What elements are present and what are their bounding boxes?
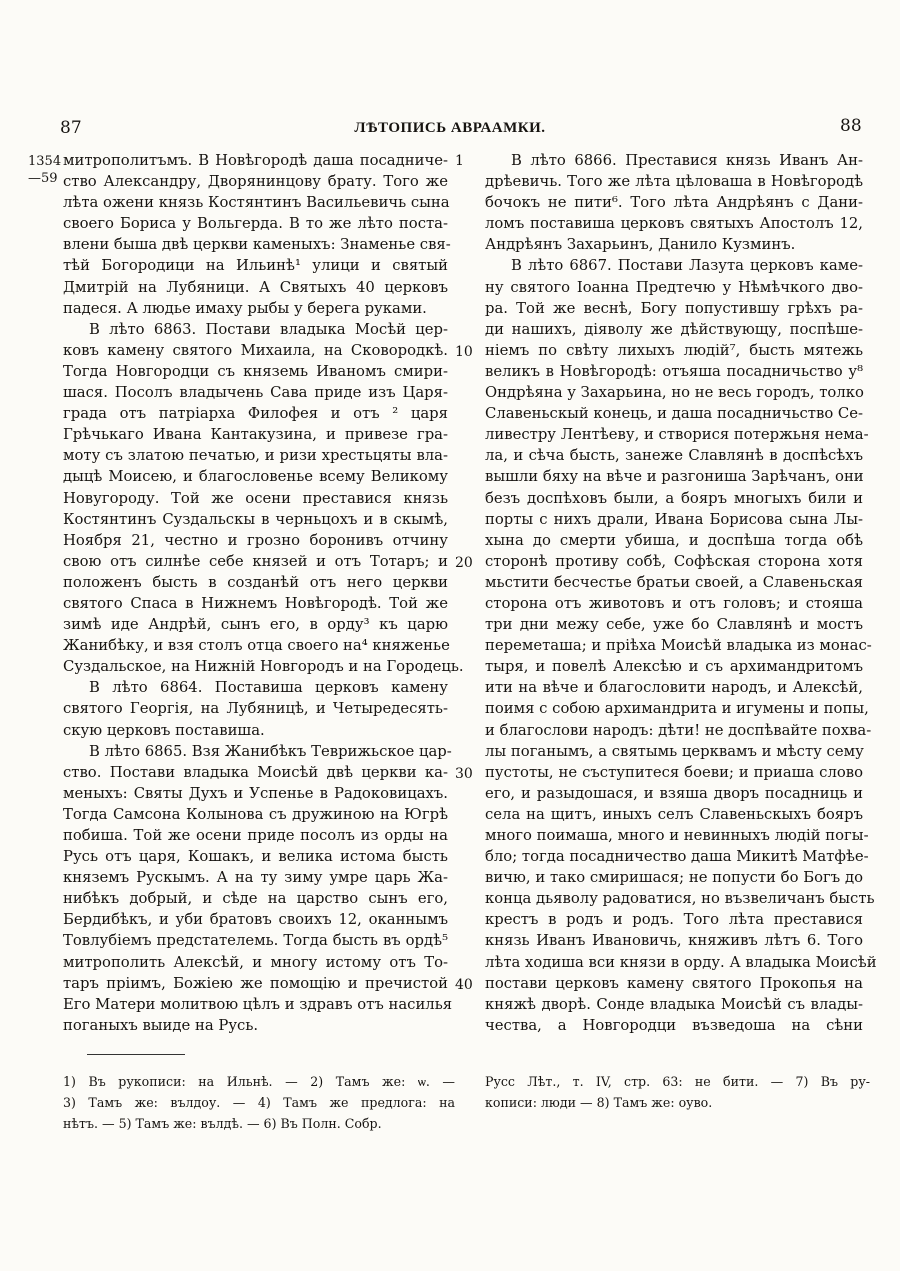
text-line: Ондрѣяна у Захарьина, но не весь городъ, толко <box>485 384 864 402</box>
text-line: Ноября 21, честно и грозно боронивъ отчину <box>63 531 448 549</box>
text-line: ковъ камену святого Михаила, на Сковородкѣ. <box>63 341 448 359</box>
text-line: поимя с собою архимандрита и игумены и попы, <box>485 700 869 718</box>
text-line: безъ доспѣховъ были, а бояръ многыхъ били и <box>485 489 863 507</box>
page-header <box>0 112 900 142</box>
text-line: Жанибѣку, и взя столъ отца своего на⁴ княженье <box>63 637 450 655</box>
text-line: Тогда Самсона Колынова съ дружиною на Югрѣ <box>63 805 448 823</box>
text-line: Славеньскый конець, и даша посадничьство Се- <box>485 405 864 423</box>
text-line: ити на вѣче и благословити народъ, и Алексѣй, <box>485 679 863 697</box>
text-line: переметаша; и пріѣха Моисѣй владыка из монас- <box>485 637 872 655</box>
text-line: княжѣ дворѣ. Сонде владыка Моисѣй съ влады- <box>485 995 863 1013</box>
year-note-line: —59 <box>28 171 58 186</box>
footnote-line: нѣтъ. — 5) Тамъ же: вълдѣ. — 6) Въ Полн. Собр. <box>63 1116 382 1131</box>
text-line: чества, а Новгородци възведоша на сѣни <box>485 1016 863 1034</box>
text-line: пустоты, не съступитеся боеви; и приаша слово <box>485 763 863 781</box>
text-line: святого Спаса в Нижнемъ Новѣгородѣ. Той же <box>63 594 448 612</box>
text-line: влени быша двѣ церкви каменыхъ: Знаменье свя- <box>63 236 451 254</box>
text-line: Грѣчькаго Ивана Кантакузина, и привезе гра- <box>63 426 448 444</box>
text-line: ство. Постави владыка Моисѣй двѣ церкви ка- <box>63 763 448 781</box>
text-line: ла, и сѣча бысть, занеже Славлянѣ в доспѣсѣхъ <box>485 447 863 465</box>
page-number-right: 88 <box>840 116 862 136</box>
page-number-left: 87 <box>60 118 82 138</box>
text-line: ломъ поставиша церковъ святыхъ Апостолъ 12, <box>485 215 863 233</box>
text-line: святого Георгія, на Лубяницѣ, и Четыредесять- <box>63 700 448 718</box>
text-line: зимѣ иде Андрѣй, сынъ его, в орду³ къ царю <box>63 616 448 634</box>
footnotes-right <box>485 1071 870 1113</box>
text-line: тыря, и повелѣ Алексѣю и съ архимандритомъ <box>485 658 863 676</box>
text-line: крестъ в родъ и родъ. Того лѣта преставися <box>485 911 863 929</box>
text-line: Суздальское, на Нижнiй Новгородъ и на Городець. <box>63 658 464 676</box>
text-line: ну святого Іоанна Предтечю у Нѣмѣчкого дво- <box>485 278 863 296</box>
text-line: порты с нихъ драли, Ивана Борисова сына Лы- <box>485 510 863 528</box>
text-line: таръ пріимъ, Божіею же помощію и пречистой <box>63 974 448 992</box>
line-number: 10 <box>455 344 473 360</box>
text-line: Новугороду. Той же осени преставися князь <box>63 489 448 507</box>
text-line: В лѣто 6864. Поставиша церковъ камену <box>89 679 448 697</box>
text-line: великъ в Новѣгородѣ: отъяша посадничьство у⁸ <box>485 362 863 380</box>
text-line: бло; тогда посадничество даша Микитѣ Матфѣе- <box>485 848 869 866</box>
text-line: сторона отъ животовъ и отъ головъ; и стояша <box>485 594 863 612</box>
text-line: три дни межу себе, уже бо Славлянѣ и мостъ <box>485 616 863 634</box>
text-line: поганыхъ выиде на Русь. <box>63 1016 259 1034</box>
text-line: мьстити бесчестье братьи своей, а Славеньская <box>485 573 863 591</box>
text-line: села на щитъ, иныхъ селъ Славеньскыхъ бояръ <box>485 805 863 823</box>
text-line: ра. Той же веснѣ, Богу попустившу грѣхъ ра- <box>485 299 863 317</box>
text-line: его, и разыдошася, и взяша дворъ посадниць и <box>485 784 863 802</box>
text-line: князь Иванъ Ивановичь, княживъ лѣтъ 6. Того <box>485 932 863 950</box>
text-line: лѣта ожени князь Костянтинъ Васильевичь сына <box>63 194 450 212</box>
text-line: митрополитъмъ. В Новѣгородѣ даша посадниче- <box>63 152 448 169</box>
text-line: и благослови народъ: дѣти! не доспѣвайте похва- <box>485 721 872 739</box>
text-line: много поимаша, много и невинныхъ людій погы- <box>485 827 869 844</box>
year-marginal-note <box>28 151 61 189</box>
footnote-line: 1) Въ рукописи: на Ильнѣ. — 2) Тамъ же: ѡ. — <box>63 1074 455 1089</box>
text-line: Его Матери молитвою цѣлъ и здравъ отъ насилья <box>63 995 453 1013</box>
text-line: побиша. Той же осени приде посолъ из орды на <box>63 827 448 844</box>
text-line: Товлубіемъ предстателемь. Тогда бысть въ ордѣ⁵ <box>63 932 448 950</box>
text-line: шася. Посолъ владычень Сава приде изъ Царя- <box>63 384 448 402</box>
text-line: нибѣкъ добрый, и сѣде на царство сынъ его, <box>63 890 448 908</box>
text-line: постави церковъ камену святого Прокопья на <box>485 974 863 992</box>
text-line: свою отъ силнѣе себе князей и отъ Тотаръ; и <box>63 552 448 570</box>
text-line: конца дьяволу радоватися, но възвеличанъ бысть <box>485 890 875 908</box>
text-line: дрѣевичь. Того же лѣта цѣловаша в Новѣгородѣ <box>485 173 863 191</box>
footnote-rule <box>87 1054 185 1055</box>
text-line: Костянтинъ Суздальскы в черньцохъ и в скымѣ, <box>63 510 448 528</box>
footnotes-left <box>63 1071 455 1134</box>
text-line: вышли бяху на вѣче и разгониша Зарѣчанъ, они <box>485 468 864 486</box>
text-line: ливестру Лентѣеву, и створися потержьня нема- <box>485 426 869 444</box>
footnote-line: 3) Тамъ же: вълдоу. — 4) Тамъ же предлога: на <box>63 1095 455 1110</box>
text-line: лы поганымъ, а святымь церквамъ и мѣсту сему <box>485 742 864 760</box>
text-line: митрополить Алексѣй, и многу истому отъ То- <box>63 953 448 971</box>
text-line: дыцѣ Моисею, и благословенье всему Великому <box>63 468 448 486</box>
text-line: Андрѣянъ Захарьинъ, Данило Кузминъ. <box>485 236 796 254</box>
year-note-line: 1354 <box>28 154 62 169</box>
text-line: ніемъ по свѣту лихыхъ людій⁷, бысть мятежь <box>485 341 863 359</box>
text-line: моту съ златою печатью, и ризи хрестьцяты вла- <box>63 447 448 465</box>
text-line: В лѣто 6867. Постави Лазута церковъ камe- <box>511 257 863 275</box>
text-line: Русь отъ царя, Кошакъ, и велика истома бысть <box>63 848 448 866</box>
text-line: меныхъ: Святы Духъ и Успенье в Радоковицахъ. <box>63 784 448 802</box>
right-text-column <box>485 150 877 1036</box>
text-line: В лѣто 6866. Преставися князь Иванъ Ан- <box>511 152 863 169</box>
text-line: тѣй Богородици на Ильинѣ¹ улици и святый <box>63 257 448 275</box>
text-line: В лѣто 6863. Постави владыка Мосѣй цер- <box>89 320 448 338</box>
text-line: Бердибѣкъ, и уби братовъ своихъ 12, оканнымъ <box>63 911 448 929</box>
line-number: 30 <box>455 766 473 782</box>
text-line: скую церковъ поставиша. <box>63 721 265 739</box>
text-line: сторонѣ противу собѣ, Софѣская сторона хотя <box>485 552 863 570</box>
text-line: княземъ Рускымъ. А на ту зиму умре царь Жа- <box>63 869 448 887</box>
text-line: бочокъ не пити⁶. Того лѣта Андрѣянъ с Дани- <box>485 194 863 212</box>
running-title: ЛѢТОПИСЬ АВРААМКИ. <box>354 120 546 136</box>
text-line: Дмитрій на Лубяници. А Святыхъ 40 церковъ <box>63 278 448 296</box>
line-number: 40 <box>455 977 473 993</box>
line-number: 20 <box>455 555 473 571</box>
text-line: положенъ бысть в созданѣй отъ него церкви <box>63 573 448 591</box>
text-line: ство Александру, Дворянинцову брату. Того же <box>63 173 448 191</box>
text-line: вичю, и тако смиришася; не попусти бо Богъ до <box>485 869 863 887</box>
text-line: В лѣто 6865. Взя Жанибѣкъ Теврижьское цар- <box>89 742 452 760</box>
text-line: падеся. А людье имаху рыбы у берега руками. <box>63 299 427 317</box>
text-line: лѣта ходиша вси князи в орду. А владыка Моисѣй <box>485 953 877 971</box>
footnote-line: кописи: люди — 8) Тамъ же: оуво. <box>485 1095 713 1110</box>
line-number: 1 <box>455 153 464 169</box>
text-line: своего Бориса у Вольгерда. В то же лѣто поста- <box>63 215 448 233</box>
text-line: ди нашихъ, діяволу же дѣйствующу, поспѣше- <box>485 320 863 338</box>
text-line: хына до смерти убиша, и доспѣша тогда обѣ <box>485 531 863 549</box>
text-line: Тогда Новгородци съ княземь Иваномъ смири- <box>63 362 448 380</box>
footnote-line: Русс Лѣт., т. IV, стр. 63: не бити. — 7) Въ ру- <box>485 1074 870 1089</box>
text-line: града отъ патріарха Филофея и отъ ² царя <box>63 405 448 423</box>
